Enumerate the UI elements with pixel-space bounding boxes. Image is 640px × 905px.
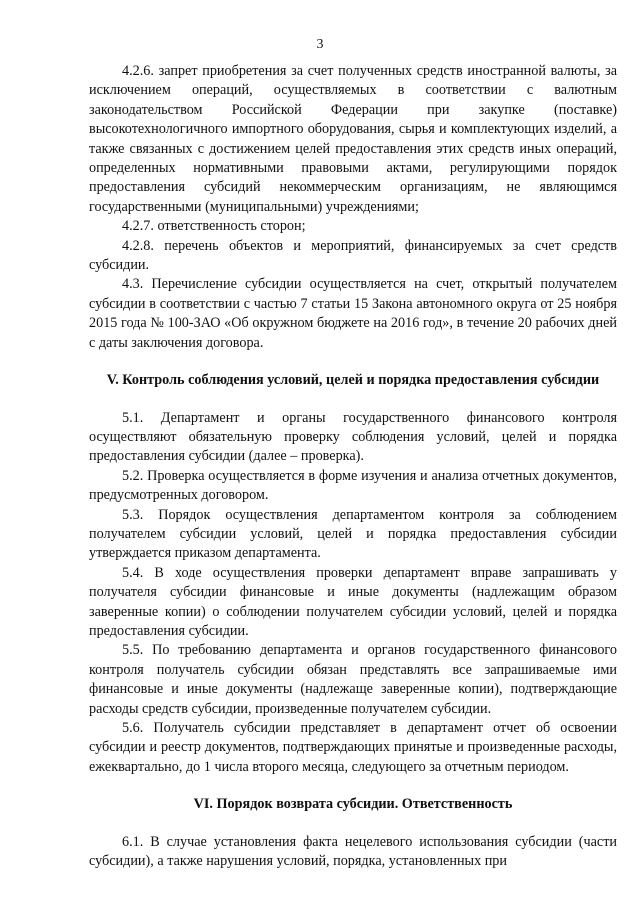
paragraph-5-2: 5.2. Проверка осуществляется в форме изучения и анализа отчетных документов, предусмотренных договором. bbox=[89, 467, 617, 504]
paragraph-4-3: 4.3. Перечисление субсидии осуществляется на счет, открытый получателем субсидии в соответствии с частью 7 статьи 15 Закона автономного округа от 25 ноября 2015 года № 100-ЗАО «Об окружном бюджете на 2016 год», в течение 20 рабочих дней с даты заключения договора. bbox=[89, 276, 617, 351]
document-body bbox=[89, 62, 617, 871]
section-5-heading: V. Контроль соблюдения условий, целей и порядка предоставления субсидии bbox=[106, 372, 600, 389]
page-number: 3 bbox=[316, 37, 324, 52]
paragraph-4-2-8: 4.2.8. перечень объектов и мероприятий, финансируемых за счет средств субсидии. bbox=[89, 237, 617, 274]
paragraph-5-5: 5.5. По требованию департамента и органов государственного финансового контроля получатель субсидии обязан представлять все запрашиваемые ими финансовые и иные документы (надлежаще заверенные копии), подтверждающие расходы средств субсидии, произведенные получателем субсидии. bbox=[89, 642, 617, 717]
paragraph-4-2-6: 4.2.6. запрет приобретения за счет полученных средств иностранной валюты, за исключением операций, осуществляемых в соответствии с валютным законодательством Российской Федерации при закупке (поставке) высокотехнологичного импортного оборудования, сырья и комплектующих изделий, а также связанных с достижением целей предоставления этих средств иных операций, определенных нормативными правовыми актами, регулирующими порядок предоставления субсидий некоммерческим организациям, не являющимся государственными (муниципальными) учреждениями; bbox=[89, 63, 617, 215]
paragraph-4-2-7: 4.2.7. ответственность сторон; bbox=[122, 218, 306, 235]
paragraph-5-4: 5.4. В ходе осуществления проверки департамент вправе запрашивать у получателя субсидии финансовые и иные документы (надлежащим образом заверенные копии) о соблюдении получателем субсидии условий, целей и порядка предоставления субсидии. bbox=[89, 564, 617, 639]
spacer bbox=[89, 391, 617, 409]
paragraph-5-3: 5.3. Порядок осуществления департаментом контроля за соблюдением получателем субсидии условий, целей и порядка предоставления субсидии утверждается приказом департамента. bbox=[89, 506, 617, 562]
spacer bbox=[89, 777, 617, 795]
spacer bbox=[89, 815, 617, 833]
paragraph-5-1: 5.1. Департамент и органы государственного финансового контроля осуществляют обязательную проверку соблюдения условий, целей и порядка предоставления субсидии (далее – проверка). bbox=[89, 409, 617, 465]
paragraph-6-1: 6.1. В случае установления факта нецелевого использования субсидии (части субсидии), а также нарушения условий, порядка, установленных при bbox=[89, 833, 617, 870]
section-6-heading: VI. Порядок возврата субсидии. Ответственность bbox=[193, 796, 513, 813]
spacer bbox=[89, 353, 617, 371]
paragraph-5-6: 5.6. Получатель субсидии представляет в департамент отчет об освоении субсидии и реестр документов, подтверждающих принятые и произведенные расходы, ежеквартально, до 1 числа второго месяца, следующего за отчетным периодом. bbox=[89, 720, 617, 775]
